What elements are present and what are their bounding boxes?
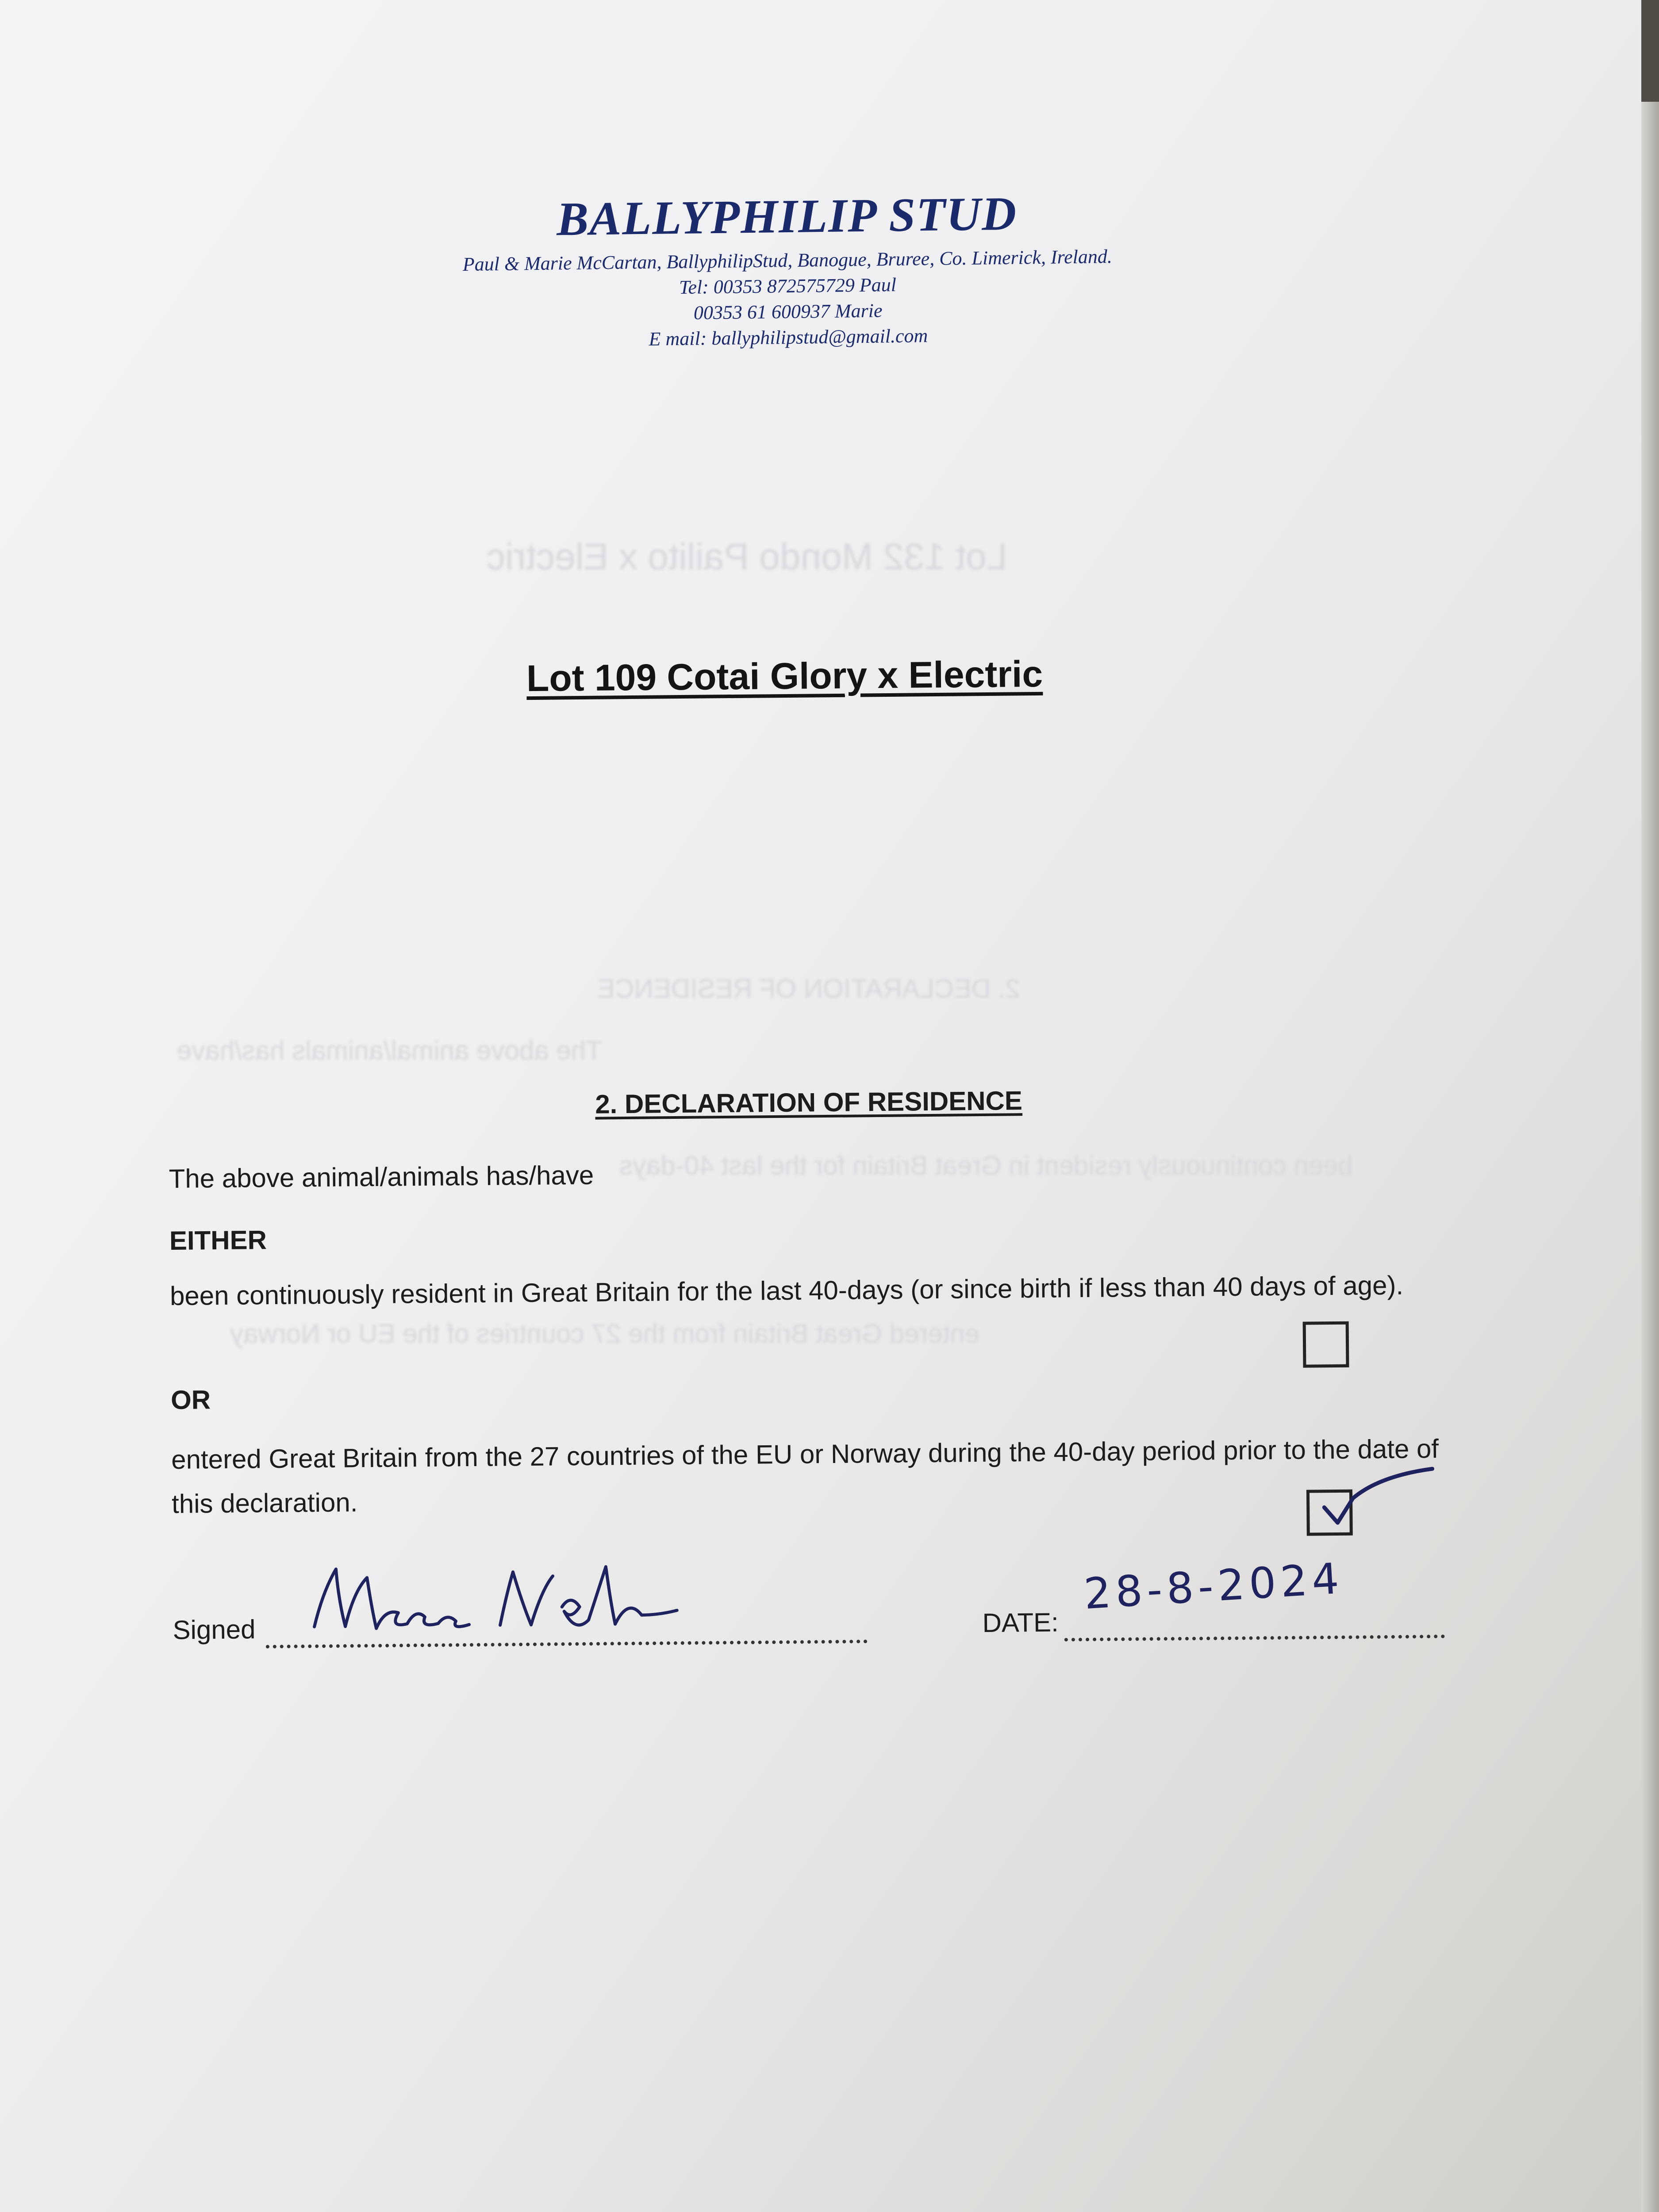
signed-label: Signed <box>173 1614 256 1645</box>
stud-address: Paul & Marie McCartan, BallyphilipStud, Banogue, Bruree, Co. Limerick, Ireland. <box>462 246 1113 275</box>
tick-mark-icon <box>1304 1462 1437 1552</box>
date-value: 28-8-2024 <box>1082 1553 1345 1619</box>
either-label: EITHER <box>169 1225 267 1256</box>
phone-marie: 00353 61 600937 Marie <box>693 300 883 324</box>
option-1-checkbox[interactable] <box>1303 1321 1349 1368</box>
show-through-text: Lot 132 Mondo Pailito x Electric <box>487 536 1007 577</box>
intro-text: The above animal/animals has/have <box>169 1160 594 1194</box>
show-through-text: entered Great Britain from the 27 countries of the EU or Norway <box>230 1319 980 1348</box>
email: E mail: ballyphilipstud@gmail.com <box>649 325 928 350</box>
show-through-text: been continuously resident in Great Britain for the last 40-days <box>619 1151 1353 1180</box>
page-edge <box>1641 0 1659 2212</box>
show-through-text: 2. DECLARATION OF RESIDENCE <box>597 974 1020 1003</box>
signature <box>305 1548 704 1649</box>
section-heading: 2. DECLARATION OF RESIDENCE <box>595 1086 1023 1119</box>
option-1-text: been continuously resident in Great Britain for the last 40-days (or since birth if less than 40 days of age). <box>169 1270 1404 1311</box>
date-label: DATE: <box>982 1607 1059 1638</box>
declaration-section <box>168 1082 1442 1645</box>
phone-paul: Tel: 00353 872575729 Paul <box>679 273 897 298</box>
date-line[interactable] <box>1064 1635 1445 1642</box>
show-through-text: The above animal/animals has/have <box>177 1036 602 1065</box>
lot-title: Lot 109 Cotai Glory x Electric <box>526 653 1043 699</box>
letterhead <box>397 181 1178 355</box>
stud-name: BALLYPHILIP STUD <box>556 187 1018 246</box>
background-corner <box>1641 0 1659 102</box>
option-2-text: entered Great Britain from the 27 countries of the EU or Norway during the 40-day period prior to the date of this declaration. <box>171 1433 1439 1519</box>
or-label: OR <box>170 1385 211 1415</box>
